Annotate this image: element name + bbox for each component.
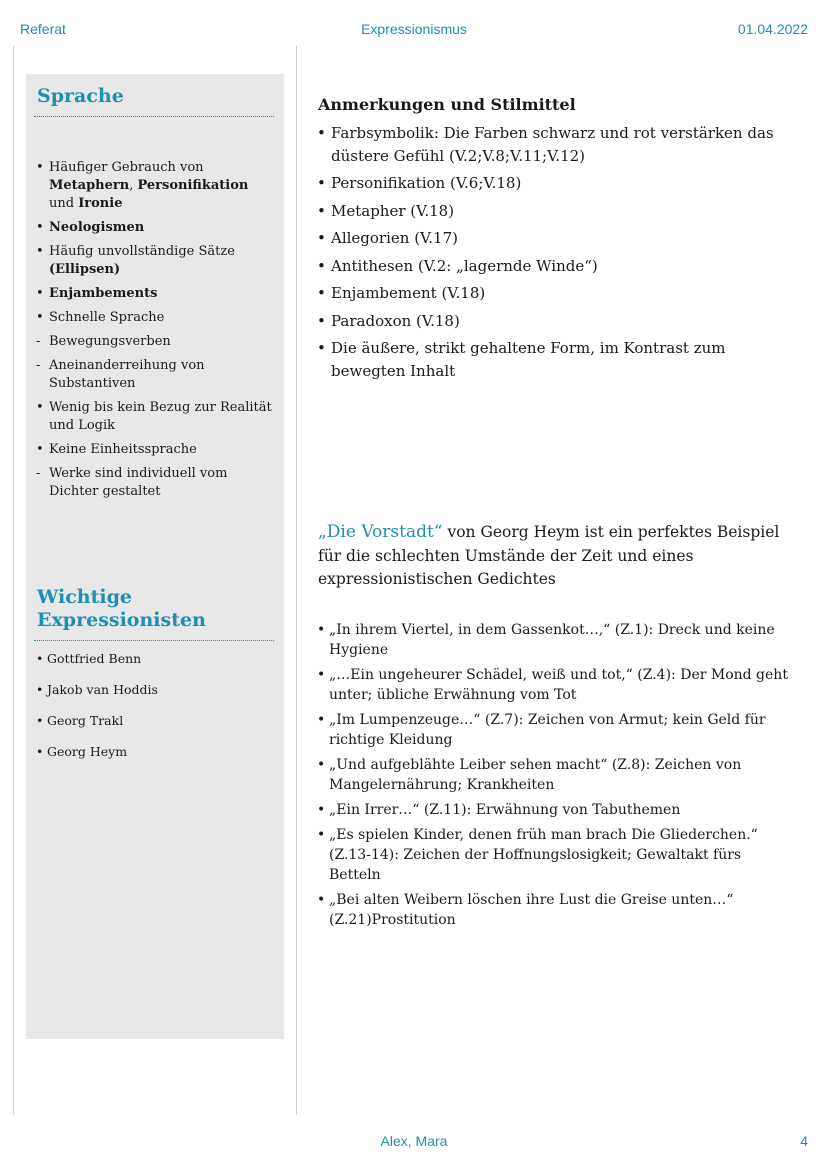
sprache-list <box>34 159 274 507</box>
stilmittel-item: • Paradoxon (V.18) <box>316 310 786 333</box>
column-divider <box>296 46 297 1115</box>
intro-text: von Georg Heym ist ein perfektes Beispiel für die schlechten Umstände der Zeit und eines expressionistischen Gedichtes <box>318 523 780 588</box>
expressionisten-heading <box>37 586 206 632</box>
stilmittel-item: • Farbsymbolik: Die Farben schwarz und rot verstärken das düstere Gefühl (V.2;V.8;V.11;V.12) <box>316 122 786 167</box>
poem-title: „Die Vorstadt“ <box>318 522 443 542</box>
quote-list <box>316 620 791 935</box>
expressionisten-heading-line2: Expressionisten <box>37 609 206 631</box>
sprache-item-text: Werke sind individuell vom Dichter gestaltet <box>49 466 228 499</box>
left-margin-rule <box>13 46 14 1115</box>
sprache-item-text: Wenig bis kein Bezug zur Realität und Logik <box>49 400 272 433</box>
sprache-item-text: Aneinanderreihung von Substantiven <box>49 358 205 391</box>
anmerkungen-list <box>316 122 786 387</box>
sprache-item-text: Neologismen <box>49 220 145 235</box>
header-title: Expressionismus <box>361 21 467 37</box>
expressionisten-rule <box>34 640 274 641</box>
quote-item: • „Es spielen Kinder, denen früh man brach Die Gliederchen.“ (Z.13-14): Zeichen der Hoffnungslosigkeit; Gewaltakt fürs Betteln <box>316 825 791 885</box>
sprache-item-text: Schnelle Sprache <box>49 310 165 325</box>
expressionist-item: • Jakob van Hoddis <box>34 682 274 713</box>
expressionisten-list <box>34 651 274 775</box>
sprache-item-text: Häufig unvollständige Sätze <box>49 244 235 259</box>
expressionist-item: • Georg Trakl <box>34 713 274 744</box>
quote-item: • „Und aufgeblähte Leiber sehen macht“ (Z.8): Zeichen von Mangelernährung; Krankheiten <box>316 755 791 795</box>
sprache-item <box>34 441 274 459</box>
sprache-heading: Sprache <box>37 85 124 107</box>
quote-item: • „In ihrem Viertel, in dem Gassenkot…,“ (Z.1): Dreck und keine Hygiene <box>316 620 791 660</box>
quote-item: • „…Ein ungeheurer Schädel, weiß und tot,“ (Z.4): Der Mond geht unter; übliche Erwähnung vom Tot <box>316 665 791 705</box>
expressionist-item: • Georg Heym <box>34 744 274 775</box>
sprache-item-text: Keine Einheitssprache <box>49 442 197 457</box>
quote-item: • „Bei alten Weibern löschen ihre Lust die Greise unten…“ (Z.21)Prostitution <box>316 890 791 930</box>
sprache-item <box>34 159 274 213</box>
quote-item: • „Im Lumpenzeuge…“ (Z.7): Zeichen von Armut; kein Geld für richtige Kleidung <box>316 710 791 750</box>
sprache-item <box>34 333 274 351</box>
sprache-item-text: Metaphern <box>49 178 130 193</box>
stilmittel-item: • Antithesen (V.2: „lagernde Winde“) <box>316 255 786 278</box>
stilmittel-item: • Personifikation (V.6;V.18) <box>316 172 786 195</box>
sprache-item-text: Häufiger Gebrauch von <box>49 160 204 175</box>
expressionisten-heading-line1: Wichtige <box>37 586 132 608</box>
sprache-item-text: Personifikation <box>137 178 249 193</box>
anmerkungen-heading: Anmerkungen und Stilmittel <box>318 95 576 114</box>
header-left: Referat <box>20 21 66 37</box>
page-number: 4 <box>800 1133 808 1149</box>
sprache-item <box>34 399 274 435</box>
sprache-item-text: Ironie <box>78 196 123 211</box>
sprache-item-text: (Ellipsen) <box>49 262 121 277</box>
sprache-item-text: und <box>49 196 79 211</box>
sprache-item <box>34 219 274 237</box>
intro-paragraph <box>318 521 790 592</box>
sprache-item <box>34 243 274 279</box>
stilmittel-item: • Metapher (V.18) <box>316 200 786 223</box>
sprache-item <box>34 357 274 393</box>
sprache-item <box>34 285 274 303</box>
expressionist-item: • Gottfried Benn <box>34 651 274 682</box>
header-date: 01.04.2022 <box>737 21 808 37</box>
stilmittel-item: • Allegorien (V.17) <box>316 227 786 250</box>
footer-authors: Alex, Mara <box>380 1133 448 1149</box>
sprache-item <box>34 465 274 501</box>
stilmittel-item: • Enjambement (V.18) <box>316 282 786 305</box>
sprache-item <box>34 309 274 327</box>
stilmittel-item: • Die äußere, strikt gehaltene Form, im Kontrast zum bewegten Inhalt <box>316 337 786 382</box>
sprache-item-text: Bewegungsverben <box>49 334 171 349</box>
quote-item: • „Ein Irrer…“ (Z.11): Erwähnung von Tabuthemen <box>316 800 791 820</box>
sprache-item-text: , <box>129 178 138 193</box>
sprache-item-text: Enjambements <box>49 286 158 301</box>
sprache-rule <box>34 116 274 117</box>
